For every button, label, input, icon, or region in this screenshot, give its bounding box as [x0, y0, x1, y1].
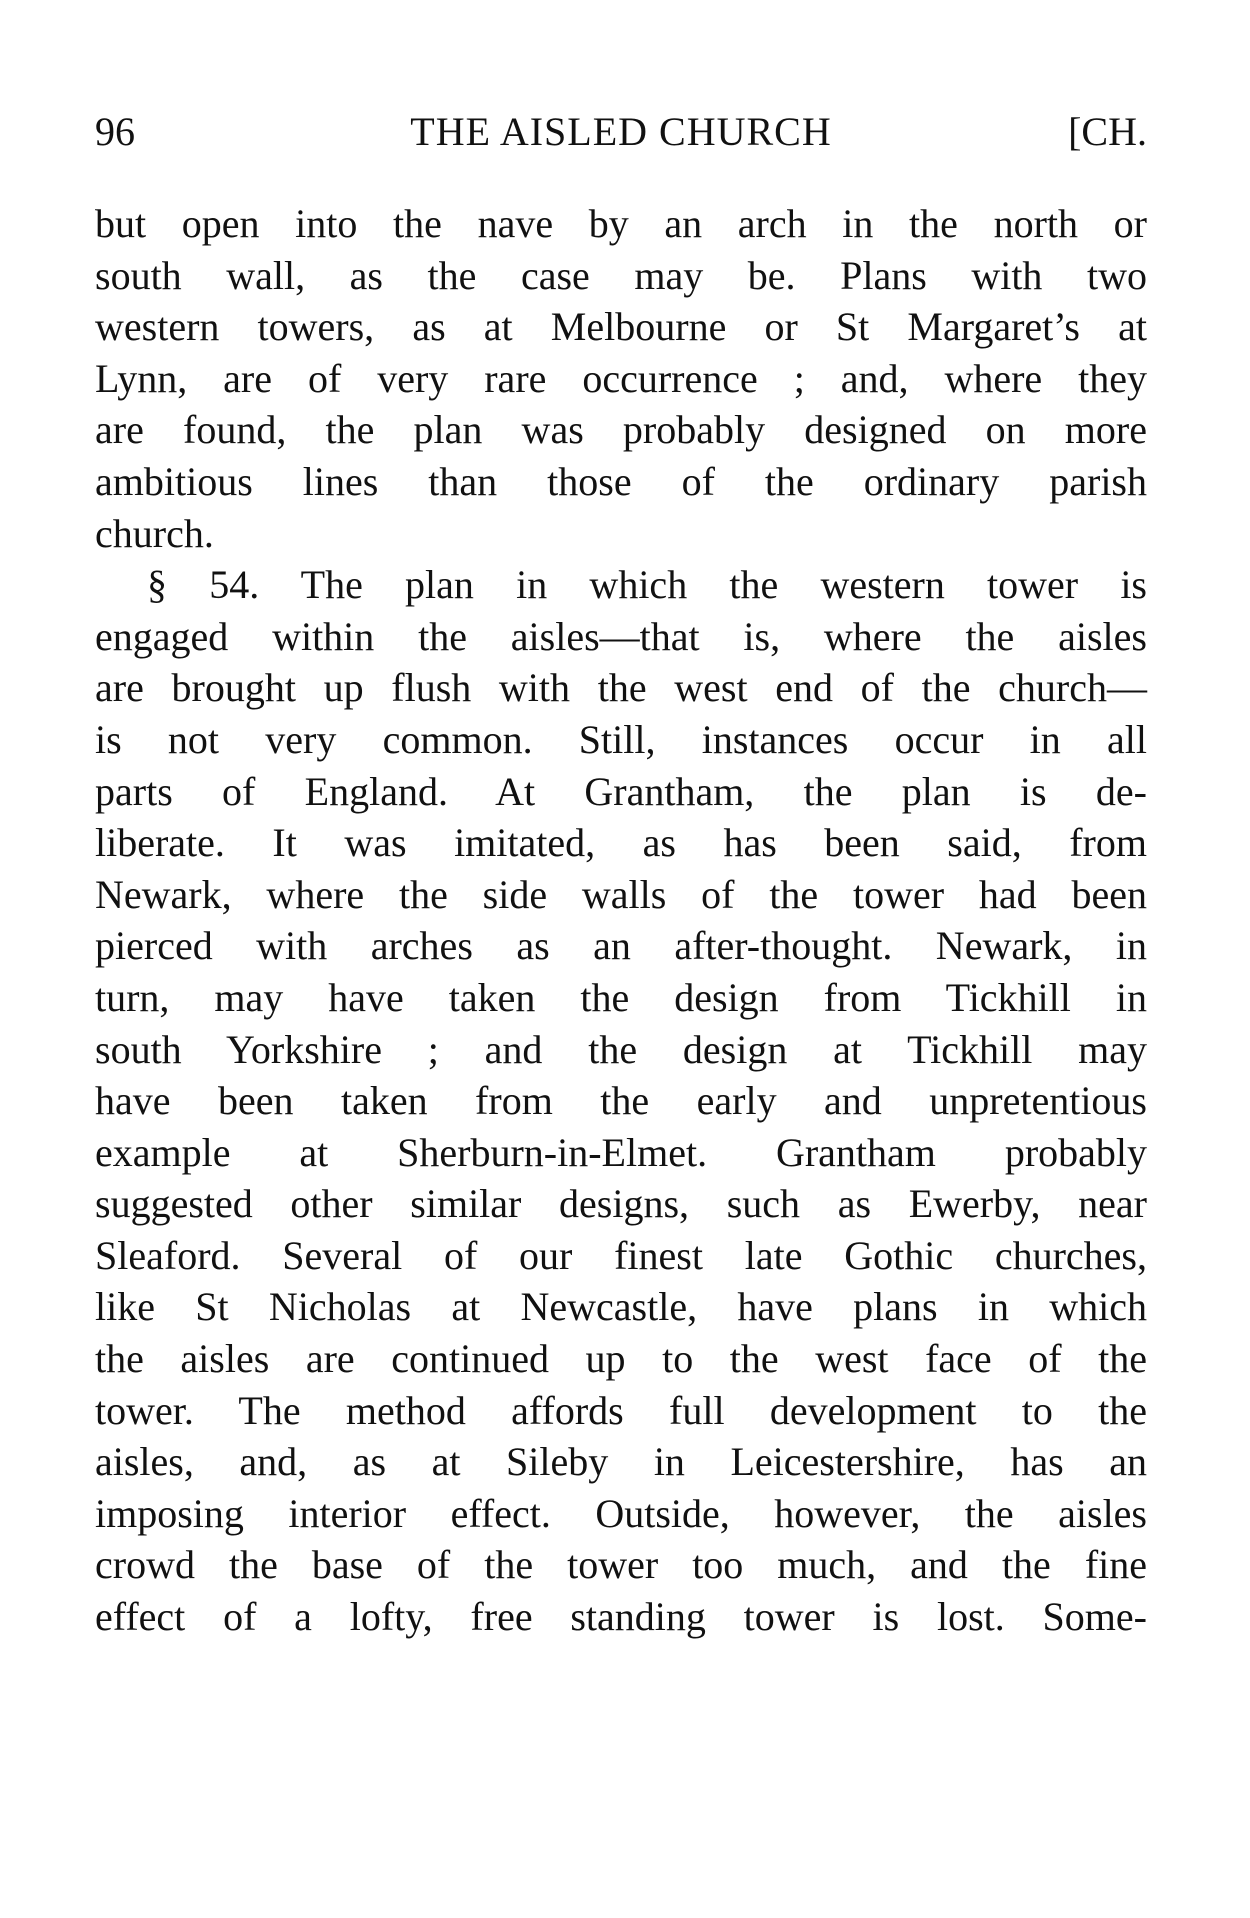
text-line: south wall, as the case may be. Plans with two: [95, 252, 1147, 298]
text-line: crowd the base of the tower too much, and the fine: [95, 1542, 1147, 1588]
chapter-mark: [CH.: [1068, 109, 1147, 154]
text-line: Sleaford. Several of our finest late Gothic churches,: [95, 1232, 1147, 1278]
text-line: aisles, and, as at Sileby in Leicestershire, has an: [95, 1439, 1147, 1485]
text-line: engaged within the aisles—that is, where the aisles: [95, 613, 1147, 659]
body-text: [95, 198, 1147, 1643]
text-line: § 54. The plan in which the western tower is: [147, 562, 1147, 608]
text-line: effect of a lofty, free standing tower is lost. Some-: [95, 1594, 1147, 1640]
page-number: 96: [95, 109, 135, 154]
text-line: have been taken from the early and unpretentious: [95, 1078, 1147, 1124]
running-header: [95, 108, 1147, 158]
text-line: church.: [95, 510, 214, 556]
text-line: are found, the plan was probably designed on more: [95, 407, 1147, 453]
text-line: example at Sherburn-in-Elmet. Grantham probably: [95, 1129, 1147, 1175]
text-line: imposing interior effect. Outside, however, the aisles: [95, 1490, 1147, 1536]
text-line: suggested other similar designs, such as Ewerby, near: [95, 1181, 1147, 1227]
text-line: the aisles are continued up to the west face of the: [95, 1336, 1147, 1382]
text-line: parts of England. At Grantham, the plan is de-: [95, 768, 1147, 814]
running-title: THE AISLED CHURCH: [410, 109, 832, 154]
text-line: is not very common. Still, instances occur in all: [95, 716, 1147, 762]
text-line: western towers, as at Melbourne or St Margaret’s at: [95, 304, 1147, 350]
text-line: but open into the nave by an arch in the north or: [95, 201, 1147, 246]
text-line: tower. The method affords full development to the: [95, 1387, 1147, 1433]
text-line: Lynn, are of very rare occurrence ; and, where they: [95, 355, 1147, 401]
text-line: ambitious lines than those of the ordinary parish: [95, 458, 1147, 504]
text-line: liberate. It was imitated, as has been said, from: [95, 820, 1147, 866]
text-line: like St Nicholas at Newcastle, have plans in which: [95, 1284, 1147, 1330]
text-line: turn, may have taken the design from Tickhill in: [95, 974, 1147, 1020]
text-line: pierced with arches as an after-thought. Newark, in: [95, 923, 1147, 969]
text-line: south Yorkshire ; and the design at Tickhill may: [95, 1026, 1147, 1072]
text-line: are brought up flush with the west end of the church—: [95, 665, 1147, 711]
text-line: Newark, where the side walls of the tower had been: [95, 871, 1147, 917]
